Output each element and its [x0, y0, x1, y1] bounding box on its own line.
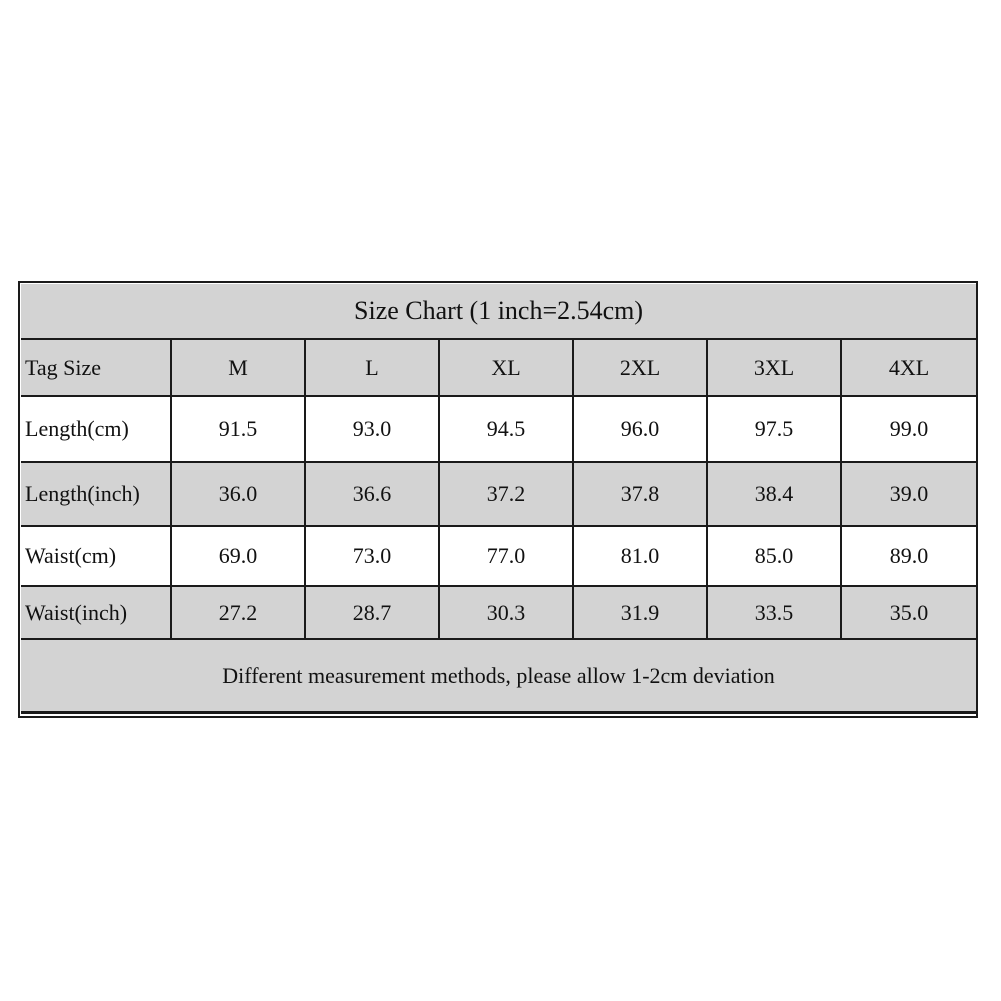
table-cell: 89.0: [841, 526, 976, 586]
header-row: [21, 339, 976, 396]
table-cell: 81.0: [573, 526, 707, 586]
table-cell: 36.6: [305, 462, 439, 526]
size-header-3xl: 3XL: [707, 339, 841, 396]
table-cell: 97.5: [707, 396, 841, 462]
table-cell: 28.7: [305, 586, 439, 639]
table-cell: 37.8: [573, 462, 707, 526]
row-label: Waist(cm): [21, 526, 171, 586]
row-label: Length(inch): [21, 462, 171, 526]
table-cell: 85.0: [707, 526, 841, 586]
note-row: [21, 639, 976, 713]
row-label: Length(cm): [21, 396, 171, 462]
size-header-2xl: 2XL: [573, 339, 707, 396]
title-row: [21, 284, 976, 339]
table-cell: 96.0: [573, 396, 707, 462]
table-row: [21, 526, 976, 586]
table-cell: 99.0: [841, 396, 976, 462]
table-cell: 30.3: [439, 586, 573, 639]
table-cell: 91.5: [171, 396, 305, 462]
table-cell: 36.0: [171, 462, 305, 526]
table-cell: 39.0: [841, 462, 976, 526]
table-cell: 93.0: [305, 396, 439, 462]
size-header-xl: XL: [439, 339, 573, 396]
table-cell: 73.0: [305, 526, 439, 586]
size-header-l: L: [305, 339, 439, 396]
table-row: [21, 462, 976, 526]
size-table: [21, 284, 976, 714]
table-cell: 69.0: [171, 526, 305, 586]
table-cell: 35.0: [841, 586, 976, 639]
size-chart: [18, 281, 978, 718]
size-header-4xl: 4XL: [841, 339, 976, 396]
row-label: Waist(inch): [21, 586, 171, 639]
table-row: [21, 586, 976, 639]
deviation-note: Different measurement methods, please allow 1-2cm deviation: [21, 639, 976, 713]
table-cell: 37.2: [439, 462, 573, 526]
table-row: [21, 396, 976, 462]
table-cell: 27.2: [171, 586, 305, 639]
table-cell: 38.4: [707, 462, 841, 526]
table-cell: 77.0: [439, 526, 573, 586]
chart-title: Size Chart (1 inch=2.54cm): [21, 284, 976, 339]
header-label: Tag Size: [21, 339, 171, 396]
table-cell: 94.5: [439, 396, 573, 462]
table-cell: 31.9: [573, 586, 707, 639]
table-cell: 33.5: [707, 586, 841, 639]
size-header-m: M: [171, 339, 305, 396]
